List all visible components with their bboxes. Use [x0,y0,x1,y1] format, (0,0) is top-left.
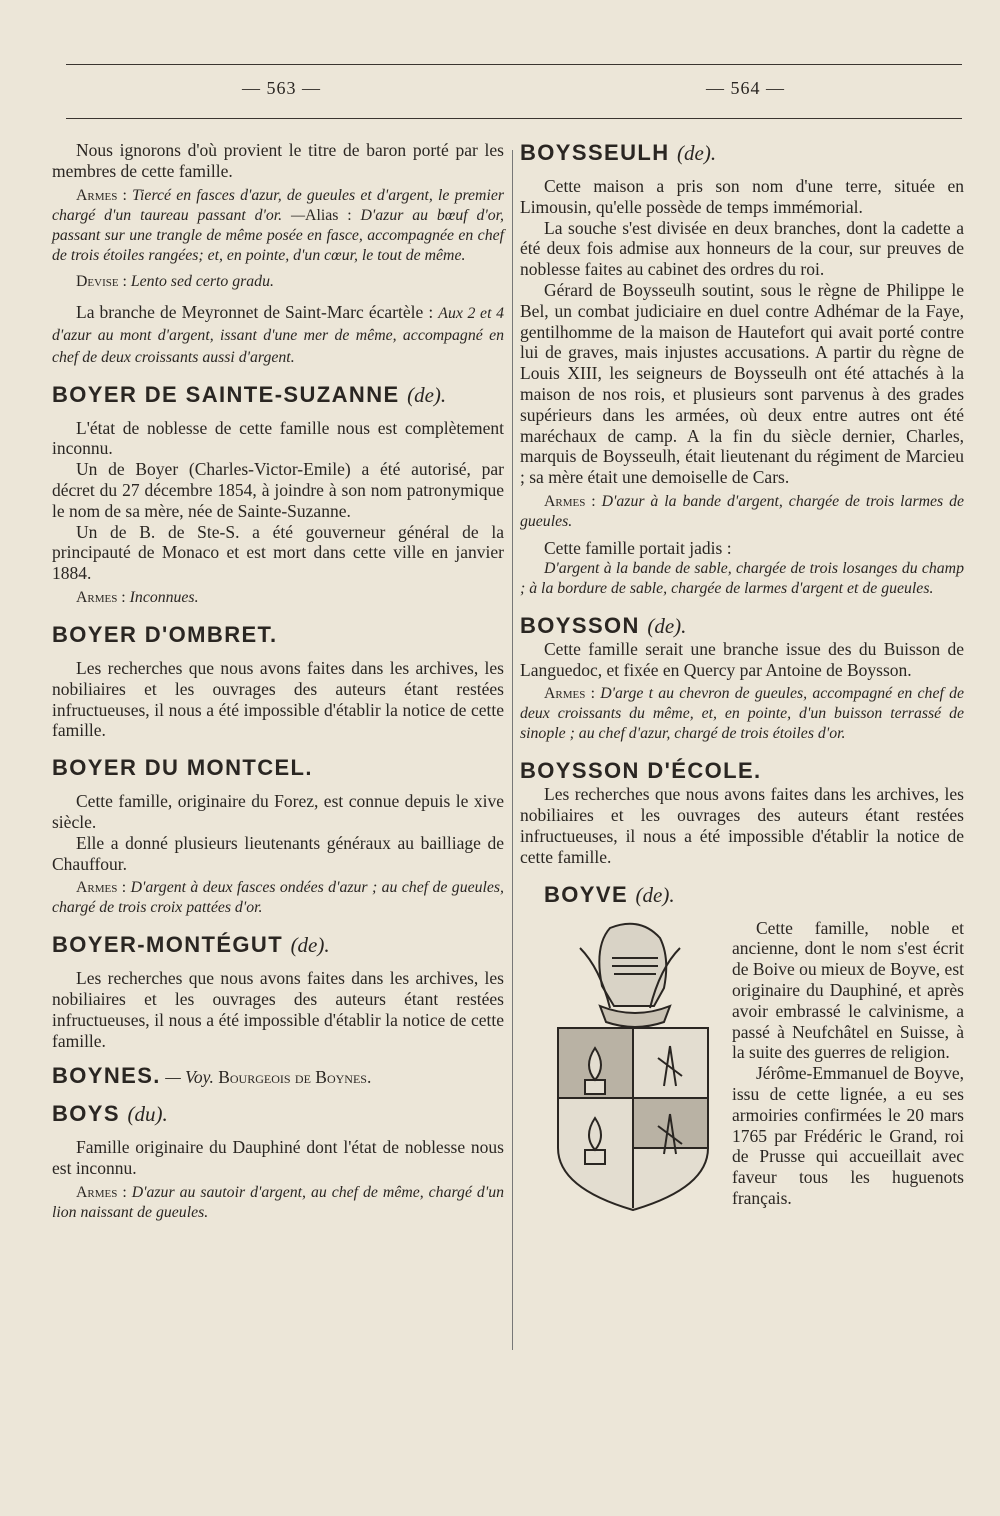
left-page-number: — 563 — [242,78,321,98]
top-rule [66,64,962,65]
section-title-boyer-montegut: BOYER-MONTÉGUT (de). [52,932,330,958]
paragraph: Cette famille, noble et ancienne, dont le nom s'est écrit de Boive ou mieux de Boyve, est originaire du Dauphiné, et après avoir embrassé le calvinisme, a passé à Neufchâtel en Suisse, à la suite des guerres de religion. [732,917,964,1063]
section-title-boyve: BOYVE (de). [544,881,675,907]
boyve-entry [520,918,964,1209]
paragraph: Cette famille serait une branche issue des du Buisson de Languedoc, et fixée en Quercy par Antoine de Boysson. [520,638,964,680]
section-title-boyer-sainte-suzanne: BOYER DE SAINTE-SUZANNE (de). [52,381,447,407]
paragraph: Les recherches que nous avons faites dans les archives, les nobiliaires et les ouvrages des auteurs étant restées infructueuses, il nous a été impossible d'établir la notice de cette famille. [52,968,504,1051]
section-title-boyer-dombret: BOYER D'OMBRET. [52,621,278,647]
armes-line: Armes : D'azur au sautoir d'argent, au chef de même, chargé d'un lion naissant de gueules. [52,1183,505,1221]
paragraph: Cette famille portait jadis : [544,537,732,558]
intro-paragraph: Nous ignorons d'où provient le titre de baron porté par les membres de cette famille. [52,140,504,181]
helmet-icon [580,923,680,1026]
devise: Devise : Lento sed certo gradu. [76,272,274,290]
armes-line: Armes : Inconnues. [76,588,199,606]
paragraph: Gérard de Boysseulh soutint, sous le règne de Philippe le Bel, un combat judiciaire en duel contre Adhémar de la Faye, gentilhomme de la maison de Hautefort qui avait porté contre lui de graves, mais injustes accusations. A partir du règne de Louis XIII, les seigneurs de Boysseulh ont été attachés à la maison de nos rois, et plusieurs sont parvenus à des grades supérieurs dans les armées, où deux entre autres ont été maréchaux de camp. A la fin du siècle dernier, Charles, marquis de Boysseulh, était lieutenant du régiment de Marcieu ; sa mère était une demoiselle de Cars. [520,279,964,488]
paragraph: L'état de noblesse de cette famille nous est complètement inconnu. [52,417,504,459]
paragraph: Les recherches que nous avons faites dans les archives, les nobiliaires et les ouvrages des auteurs étant restées infructueuses, il nous a été impossible d'établir la notice de cette famille. [520,784,964,867]
paragraph: La souche s'est divisée en deux branches, dont la cadette a été deux fois admise aux honneurs de la cour, sur preuves de noblesse faites au cabinet des ordres du roi. [520,217,964,280]
section-title-boysson-decole: BOYSSON D'ÉCOLE. [520,758,762,784]
column-divider [512,150,513,1350]
paragraph: Elle a donné plusieurs lieutenants généraux au bailliage de Chauffour. [52,832,504,874]
armes-line: Armes : D'arge t au chevron de gueules, accompagné en chef de deux croissants du même, et, en pointe, d'un buisson terrassé de sinople ; au chef d'azur, chargé de trois étoiles d'or. [520,685,964,743]
paragraph: Un de B. de Ste-S. a été gouverneur général de la principauté de Monaco et est mort dans cette ville en janvier 1884. [52,521,504,584]
right-page-number: — 564 — [706,78,785,98]
coat-of-arms-image [540,918,720,1218]
armes-line: Armes : D'azur à la bande d'argent, chargée de trois larmes de gueules. [520,492,965,530]
section-title-boyer-du-montcel: BOYER DU MONTCEL. [52,755,313,781]
paragraph: Jérôme-Emmanuel de Boyve, issu de cette lignée, a eu ses armoiries confirmées le 20 mars 1765 par Frédéric le Grand, roi de Prusse qui accueillait avec faveur tous les huguenots français. [732,1063,964,1208]
paragraph: Un de Boyer (Charles-Victor-Emile) a été autorisé, par décret du 27 décembre 1854, à joindre à son nom patronymique le nom de sa mère, née de Sainte-Suzanne. [52,459,504,521]
section-title-boynes: BOYNES. — Voy. Bourgeois de Boynes. [52,1062,372,1088]
jadis-arms: D'argent à la bande de sable, chargée de trois losanges du champ ; à la bordure de sable, chargée de larmes d'argent et de gueules. [520,559,964,597]
header-rule [66,118,962,119]
intro-armes: Armes : Tiercé en fasces d'azur, de gueules et d'argent, le premier chargé d'un taureau passant d'or. —Alias : D'azur au bœuf d'or, passant sur une trangle de même posée en fasce, accompagnée en chef de trois étoiles rangées; et, en pointe, d'un cœur, le tout de même. [52,186,504,264]
paragraph: Les recherches que nous avons faites dans les archives, les nobiliaires et les ouvrages des auteurs étant restées infructueuses, il nous a été impossible d'établir la notice de cette famille. [52,657,504,741]
right-column [520,140,964,1209]
armes-line: Armes : D'argent à deux fasces ondées d'azur ; au chef de gueules, chargé de trois croix pattées d'or. [52,879,505,917]
meyronnet-paragraph: La branche de Meyronnet de Saint-Marc écartèle : Aux 2 et 4 d'azur au mont d'argent, issant d'une mer de même, accompagné en chef de deux croissants aussi d'argent. [52,301,505,366]
section-title-boys: BOYS (du). [52,1101,168,1127]
left-column [52,140,504,1223]
paragraph: Famille originaire du Dauphiné dont l'état de noblesse nous est inconnu. [52,1137,504,1179]
section-title-boysseulh: BOYSSEULH (de). [520,140,717,165]
paragraph: Cette famille, originaire du Forez, est connue depuis le xive siècle. [52,791,504,832]
shield-icon [558,1028,708,1210]
section-title-boysson: BOYSSON (de). [520,612,687,638]
paragraph: Cette maison a pris son nom d'une terre, située en Limousin, qu'elle possède de temps immémorial. [520,176,964,217]
